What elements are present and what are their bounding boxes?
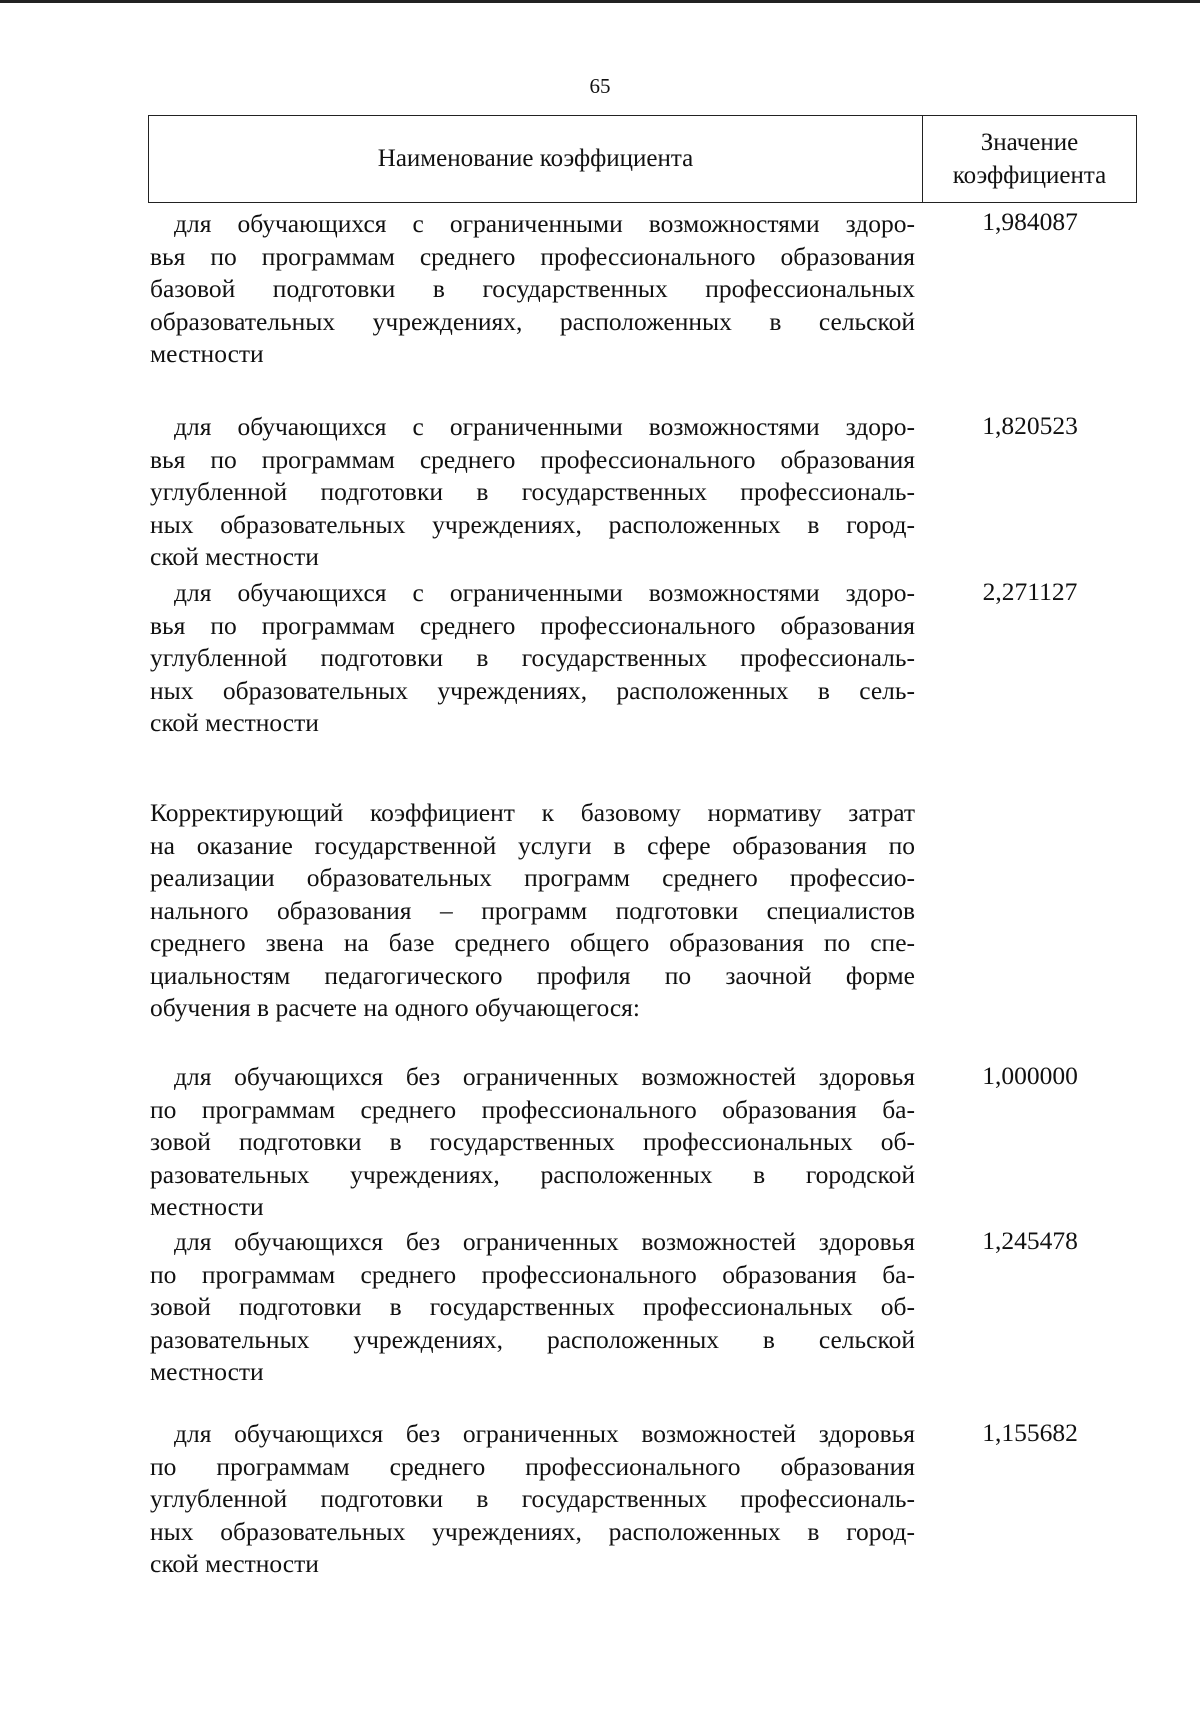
text-line: ской местности [150,542,319,571]
coefficient-value: 1,245478 [982,1226,1078,1255]
text-line: разовательных учреждениях, расположенных в городской [150,1159,915,1189]
text-line: углубленной подготовки в государственных профессиональ- [150,1484,915,1513]
text-line: для обучающихся с ограниченными возможностями здоро- [174,578,915,607]
text-line: ской местности [150,708,319,737]
text-line: ных образовательных учреждениях, расположенных в город- [150,1516,915,1546]
text-line: нального образования – программ подготовки специалистов [150,895,915,925]
text-line: зовой подготовки в государственных профессиональных об- [150,1292,915,1321]
text-line: ных образовательных учреждениях, расположенных в сель- [150,675,915,705]
coefficient-value: 2,271127 [982,577,1078,606]
text-line: местности [150,1192,264,1221]
text-line: Корректирующий коэффициент к базовому нормативу затрат [150,798,915,827]
column-header-name: Наименование коэффициента [377,145,694,172]
text-line: вья по программам среднего профессионального образования [150,241,915,271]
text-line: для обучающихся без ограниченных возможностей здоровья [174,1227,915,1256]
text-line: по программам среднего профессионального образования [150,1451,915,1481]
text-line: для обучающихся без ограниченных возможностей здоровья [174,1419,915,1448]
text-line: для обучающихся с ограниченными возможностями здоро- [174,412,915,441]
text-line: по программам среднего профессионального образования ба- [150,1259,915,1289]
text-line: ных образовательных учреждениях, расположенных в город- [150,509,915,539]
coefficient-description [150,1061,915,1224]
column-header-value: Значение коэффициента [952,129,1107,189]
text-line: зовой подготовки в государственных профессиональных об- [150,1127,915,1156]
text-line: базовой подготовки в государственных профессиональных [150,274,915,303]
text-line: для обучающихся без ограниченных возможностей здоровья [174,1062,915,1091]
coefficient-value: 1,984087 [982,207,1078,236]
text-line: вья по программам среднего профессионального образования [150,610,915,640]
text-line: углубленной подготовки в государственных профессиональ- [150,643,915,672]
text-line: образовательных учреждениях, расположенных в сельской [150,306,915,336]
text-line: на оказание государственной услуги в сфере образования по [150,830,915,860]
text-line: местности [150,1357,264,1386]
coefficient-description [150,1226,915,1389]
text-line: реализации образовательных программ среднего профессио- [150,863,915,892]
text-line: местности [150,339,264,368]
coefficient-description [150,1418,915,1581]
table-header [148,115,1137,203]
text-line: по программам среднего профессионального образования ба- [150,1094,915,1124]
section-heading [150,797,915,1025]
top-border-line [0,0,1200,3]
page-number: 65 [589,74,611,98]
text-line: вья по программам среднего профессионального образования [150,444,915,474]
text-line: углубленной подготовки в государственных профессиональ- [150,477,915,506]
coefficient-value: 1,000000 [982,1061,1078,1090]
coefficient-value: 1,820523 [982,411,1078,440]
coefficient-description [150,208,915,371]
text-line: для обучающихся с ограниченными возможностями здоро- [174,209,915,238]
text-line: разовательных учреждениях, расположенных в сельской [150,1324,915,1354]
text-line: ской местности [150,1549,319,1578]
coefficient-value: 1,155682 [982,1418,1078,1447]
text-line: среднего звена на базе среднего общего образования по спе- [150,928,915,957]
text-line: обучения в расчете на одного обучающегося: [150,993,640,1022]
coefficient-description [150,577,915,740]
coefficient-description [150,411,915,574]
text-line: циальностям педагогического профиля по заочной форме [150,960,915,990]
